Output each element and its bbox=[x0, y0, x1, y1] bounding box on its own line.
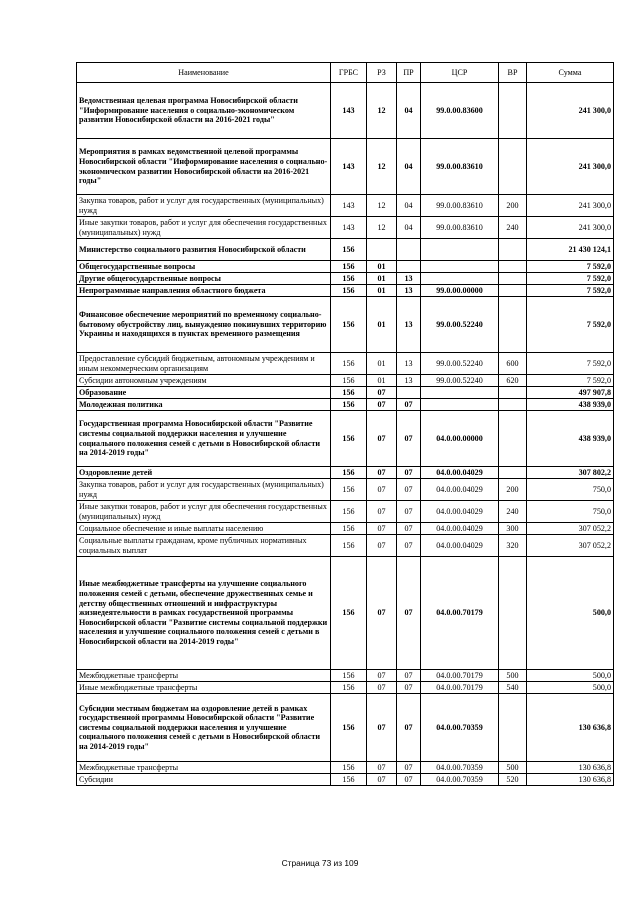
cell-rz: 12 bbox=[367, 217, 397, 239]
cell-sum: 21 430 124,1 bbox=[527, 239, 614, 261]
cell-pr: 07 bbox=[397, 501, 421, 523]
cell-csr: 04.0.00.70179 bbox=[421, 670, 499, 682]
cell-pr: 07 bbox=[397, 467, 421, 479]
cell-csr: 04.0.00.70359 bbox=[421, 762, 499, 774]
cell-rz: 01 bbox=[367, 297, 397, 353]
cell-rz: 01 bbox=[367, 285, 397, 297]
cell-csr: 04.0.00.04029 bbox=[421, 523, 499, 535]
cell-grbs: 156 bbox=[331, 399, 367, 411]
table-row bbox=[77, 399, 614, 411]
cell-rz: 07 bbox=[367, 762, 397, 774]
cell-sum: 307 802,2 bbox=[527, 467, 614, 479]
cell-csr: 04.0.00.04029 bbox=[421, 501, 499, 523]
cell-grbs: 143 bbox=[331, 139, 367, 195]
cell-vr: 240 bbox=[499, 217, 527, 239]
cell-pr: 07 bbox=[397, 682, 421, 694]
cell-sum: 497 907,8 bbox=[527, 387, 614, 399]
cell-name: Оздоровление детей bbox=[77, 467, 331, 479]
cell-vr bbox=[499, 399, 527, 411]
cell-sum: 7 592,0 bbox=[527, 353, 614, 375]
cell-sum: 130 636,8 bbox=[527, 774, 614, 786]
cell-csr bbox=[421, 261, 499, 273]
cell-csr: 04.0.00.04029 bbox=[421, 479, 499, 501]
cell-sum: 438 939,0 bbox=[527, 411, 614, 467]
cell-grbs: 156 bbox=[331, 682, 367, 694]
cell-name: Закупка товаров, работ и услуг для государственных (муниципальных) нужд bbox=[77, 195, 331, 217]
cell-csr: 99.0.00.83600 bbox=[421, 83, 499, 139]
cell-rz: 07 bbox=[367, 694, 397, 762]
cell-sum: 7 592,0 bbox=[527, 273, 614, 285]
cell-vr bbox=[499, 261, 527, 273]
cell-sum: 7 592,0 bbox=[527, 261, 614, 273]
cell-name: Другие общегосударственные вопросы bbox=[77, 273, 331, 285]
cell-grbs: 156 bbox=[331, 285, 367, 297]
table-row bbox=[77, 261, 614, 273]
cell-vr: 200 bbox=[499, 195, 527, 217]
cell-grbs: 156 bbox=[331, 535, 367, 557]
table-row bbox=[77, 694, 614, 762]
cell-rz: 12 bbox=[367, 83, 397, 139]
cell-grbs: 156 bbox=[331, 670, 367, 682]
cell-name: Межбюджетные трансферты bbox=[77, 670, 331, 682]
cell-vr bbox=[499, 285, 527, 297]
cell-rz: 07 bbox=[367, 411, 397, 467]
table-row bbox=[77, 523, 614, 535]
cell-pr: 07 bbox=[397, 479, 421, 501]
cell-sum: 500,0 bbox=[527, 682, 614, 694]
cell-grbs: 156 bbox=[331, 479, 367, 501]
cell-name: Иные межбюджетные трансферты на улучшение социального положения семей с детьми, обеспечение дружественных семье и детству общественных отношений и инфраструктуры жизнедеятельности в рамках государственной программы Новосибирской области "Развитие системы социальной поддержки населения и улучшение социального положения семей с детьми в Новосибирской области на 2014-2019 годы" bbox=[77, 557, 331, 670]
cell-vr: 600 bbox=[499, 353, 527, 375]
cell-grbs: 156 bbox=[331, 774, 367, 786]
cell-sum: 7 592,0 bbox=[527, 375, 614, 387]
col-rz-header: РЗ bbox=[367, 63, 397, 83]
table-row bbox=[77, 670, 614, 682]
cell-csr: 04.0.00.04029 bbox=[421, 467, 499, 479]
col-pr-header: ПР bbox=[397, 63, 421, 83]
cell-vr bbox=[499, 273, 527, 285]
cell-csr: 04.0.00.70179 bbox=[421, 557, 499, 670]
cell-csr: 04.0.00.70179 bbox=[421, 682, 499, 694]
table-row bbox=[77, 217, 614, 239]
cell-sum: 500,0 bbox=[527, 557, 614, 670]
cell-csr: 04.0.00.70359 bbox=[421, 774, 499, 786]
table-row bbox=[77, 375, 614, 387]
cell-name: Государственная программа Новосибирской области "Развитие системы социальной поддержки населения и улучшение социального положения семей с детьми в Новосибирской области на 2014-2019 годы" bbox=[77, 411, 331, 467]
table-row bbox=[77, 139, 614, 195]
cell-name: Ведомственная целевая программа Новосибирской области "Информирование населения о социально-экономическом развитии Новосибирской области на 2016-2021 годы" bbox=[77, 83, 331, 139]
cell-name: Иные закупки товаров, работ и услуг для обеспечения государственных (муниципальных) нужд bbox=[77, 501, 331, 523]
cell-pr: 13 bbox=[397, 353, 421, 375]
table-row bbox=[77, 83, 614, 139]
cell-vr: 620 bbox=[499, 375, 527, 387]
cell-csr: 04.0.00.00000 bbox=[421, 411, 499, 467]
cell-grbs: 143 bbox=[331, 83, 367, 139]
col-grbs-header: ГРБС bbox=[331, 63, 367, 83]
cell-name: Субсидии автономным учреждениям bbox=[77, 375, 331, 387]
col-sum-header: Сумма bbox=[527, 63, 614, 83]
cell-grbs: 156 bbox=[331, 297, 367, 353]
table-row bbox=[77, 285, 614, 297]
cell-sum: 130 636,8 bbox=[527, 694, 614, 762]
table-row bbox=[77, 387, 614, 399]
cell-vr bbox=[499, 297, 527, 353]
cell-sum: 7 592,0 bbox=[527, 285, 614, 297]
cell-grbs: 156 bbox=[331, 557, 367, 670]
cell-name: Иные закупки товаров, работ и услуг для обеспечения государственных (муниципальных) нужд bbox=[77, 217, 331, 239]
cell-rz: 07 bbox=[367, 479, 397, 501]
cell-grbs: 156 bbox=[331, 261, 367, 273]
cell-rz: 07 bbox=[367, 501, 397, 523]
col-vr-header: ВР bbox=[499, 63, 527, 83]
table-row bbox=[77, 479, 614, 501]
cell-pr: 04 bbox=[397, 83, 421, 139]
cell-vr: 200 bbox=[499, 479, 527, 501]
cell-sum: 241 300,0 bbox=[527, 139, 614, 195]
cell-rz: 07 bbox=[367, 682, 397, 694]
cell-grbs: 156 bbox=[331, 694, 367, 762]
cell-name: Межбюджетные трансферты bbox=[77, 762, 331, 774]
cell-sum: 438 939,0 bbox=[527, 399, 614, 411]
cell-vr bbox=[499, 467, 527, 479]
cell-rz: 07 bbox=[367, 557, 397, 670]
cell-csr: 04.0.00.04029 bbox=[421, 535, 499, 557]
cell-rz bbox=[367, 239, 397, 261]
cell-csr: 99.0.00.83610 bbox=[421, 139, 499, 195]
cell-name: Социальные выплаты гражданам, кроме публичных нормативных социальных выплат bbox=[77, 535, 331, 557]
table-row bbox=[77, 762, 614, 774]
cell-csr bbox=[421, 387, 499, 399]
cell-csr bbox=[421, 399, 499, 411]
cell-vr: 540 bbox=[499, 682, 527, 694]
cell-pr: 07 bbox=[397, 694, 421, 762]
cell-sum: 750,0 bbox=[527, 479, 614, 501]
cell-sum: 7 592,0 bbox=[527, 297, 614, 353]
cell-vr: 500 bbox=[499, 670, 527, 682]
table-row bbox=[77, 682, 614, 694]
col-name-header: Наименование bbox=[77, 63, 331, 83]
cell-sum: 241 300,0 bbox=[527, 217, 614, 239]
cell-grbs: 143 bbox=[331, 195, 367, 217]
cell-vr bbox=[499, 557, 527, 670]
cell-csr: 99.0.00.83610 bbox=[421, 217, 499, 239]
table-row bbox=[77, 467, 614, 479]
cell-grbs: 156 bbox=[331, 387, 367, 399]
cell-rz: 12 bbox=[367, 139, 397, 195]
cell-pr: 07 bbox=[397, 535, 421, 557]
cell-name: Общегосударственные вопросы bbox=[77, 261, 331, 273]
cell-grbs: 156 bbox=[331, 501, 367, 523]
cell-rz: 12 bbox=[367, 195, 397, 217]
cell-sum: 241 300,0 bbox=[527, 83, 614, 139]
cell-rz: 01 bbox=[367, 273, 397, 285]
cell-grbs: 156 bbox=[331, 375, 367, 387]
cell-pr: 07 bbox=[397, 411, 421, 467]
cell-vr bbox=[499, 239, 527, 261]
cell-pr: 07 bbox=[397, 774, 421, 786]
cell-name: Министерство социального развития Новосибирской области bbox=[77, 239, 331, 261]
cell-vr: 300 bbox=[499, 523, 527, 535]
cell-vr: 520 bbox=[499, 774, 527, 786]
cell-sum: 750,0 bbox=[527, 501, 614, 523]
table-row bbox=[77, 273, 614, 285]
table-row bbox=[77, 535, 614, 557]
cell-rz: 01 bbox=[367, 353, 397, 375]
cell-csr: 99.0.00.52240 bbox=[421, 297, 499, 353]
cell-pr: 13 bbox=[397, 375, 421, 387]
cell-sum: 307 052,2 bbox=[527, 523, 614, 535]
cell-name: Социальное обеспечение и иные выплаты населению bbox=[77, 523, 331, 535]
cell-grbs: 156 bbox=[331, 762, 367, 774]
cell-pr: 13 bbox=[397, 273, 421, 285]
cell-grbs: 156 bbox=[331, 467, 367, 479]
cell-sum: 307 052,2 bbox=[527, 535, 614, 557]
cell-sum: 500,0 bbox=[527, 670, 614, 682]
cell-csr: 99.0.00.52240 bbox=[421, 353, 499, 375]
cell-pr bbox=[397, 387, 421, 399]
cell-name: Непрограммные направления областного бюджета bbox=[77, 285, 331, 297]
cell-name: Субсидии bbox=[77, 774, 331, 786]
cell-pr: 07 bbox=[397, 762, 421, 774]
cell-vr bbox=[499, 694, 527, 762]
cell-csr bbox=[421, 273, 499, 285]
cell-pr: 07 bbox=[397, 523, 421, 535]
cell-pr: 13 bbox=[397, 285, 421, 297]
cell-rz: 01 bbox=[367, 375, 397, 387]
cell-rz: 07 bbox=[367, 523, 397, 535]
cell-rz: 07 bbox=[367, 670, 397, 682]
budget-table bbox=[76, 62, 614, 786]
page-footer: Страница 73 из 109 bbox=[281, 858, 359, 868]
cell-grbs: 156 bbox=[331, 353, 367, 375]
cell-pr: 13 bbox=[397, 297, 421, 353]
table-row bbox=[77, 239, 614, 261]
cell-vr bbox=[499, 387, 527, 399]
cell-name: Финансовое обеспечение мероприятий по временному социально-бытовому обустройству лиц, вынужденно покинувших территорию Украины и находящихся в пунктах временного размещения bbox=[77, 297, 331, 353]
cell-rz: 07 bbox=[367, 467, 397, 479]
cell-grbs: 156 bbox=[331, 273, 367, 285]
cell-pr bbox=[397, 239, 421, 261]
cell-name: Мероприятия в рамках ведомственной целевой программы Новосибирской области "Информирование населения о социально-экономическом развитии Новосибирской области на 2016-2021 годы" bbox=[77, 139, 331, 195]
cell-csr: 04.0.00.70359 bbox=[421, 694, 499, 762]
cell-pr: 07 bbox=[397, 557, 421, 670]
cell-csr bbox=[421, 239, 499, 261]
cell-rz: 07 bbox=[367, 774, 397, 786]
cell-grbs: 156 bbox=[331, 239, 367, 261]
table-header-row bbox=[77, 63, 614, 83]
cell-rz: 01 bbox=[367, 261, 397, 273]
cell-pr: 04 bbox=[397, 139, 421, 195]
cell-vr: 240 bbox=[499, 501, 527, 523]
cell-csr: 99.0.00.00000 bbox=[421, 285, 499, 297]
cell-rz: 07 bbox=[367, 535, 397, 557]
cell-grbs: 143 bbox=[331, 217, 367, 239]
cell-pr: 07 bbox=[397, 670, 421, 682]
cell-name: Субсидии местным бюджетам на оздоровление детей в рамках государственной программы Новосибирской области "Развитие системы социальной поддержки населения и улучшение социального положения семей с детьми в Новосибирской области на 2014-2019 годы" bbox=[77, 694, 331, 762]
table-row bbox=[77, 501, 614, 523]
table-row bbox=[77, 353, 614, 375]
cell-grbs: 156 bbox=[331, 523, 367, 535]
table-row bbox=[77, 297, 614, 353]
col-csr-header: ЦСР bbox=[421, 63, 499, 83]
cell-pr: 04 bbox=[397, 217, 421, 239]
cell-name: Закупка товаров, работ и услуг для государственных (муниципальных) нужд bbox=[77, 479, 331, 501]
cell-vr: 320 bbox=[499, 535, 527, 557]
cell-vr bbox=[499, 83, 527, 139]
cell-name: Иные межбюджетные трансферты bbox=[77, 682, 331, 694]
table-row bbox=[77, 411, 614, 467]
cell-pr: 07 bbox=[397, 399, 421, 411]
cell-vr: 500 bbox=[499, 762, 527, 774]
cell-pr bbox=[397, 261, 421, 273]
cell-grbs: 156 bbox=[331, 411, 367, 467]
cell-sum: 241 300,0 bbox=[527, 195, 614, 217]
cell-name: Образование bbox=[77, 387, 331, 399]
cell-csr: 99.0.00.52240 bbox=[421, 375, 499, 387]
cell-vr bbox=[499, 139, 527, 195]
cell-csr: 99.0.00.83610 bbox=[421, 195, 499, 217]
cell-rz: 07 bbox=[367, 387, 397, 399]
cell-sum: 130 636,8 bbox=[527, 762, 614, 774]
table-row bbox=[77, 557, 614, 670]
cell-rz: 07 bbox=[367, 399, 397, 411]
table-row bbox=[77, 774, 614, 786]
table-row bbox=[77, 195, 614, 217]
cell-name: Предоставление субсидий бюджетным, автономным учреждениям и иным некоммерческим организациям bbox=[77, 353, 331, 375]
cell-pr: 04 bbox=[397, 195, 421, 217]
cell-vr bbox=[499, 411, 527, 467]
cell-name: Молодежная политика bbox=[77, 399, 331, 411]
